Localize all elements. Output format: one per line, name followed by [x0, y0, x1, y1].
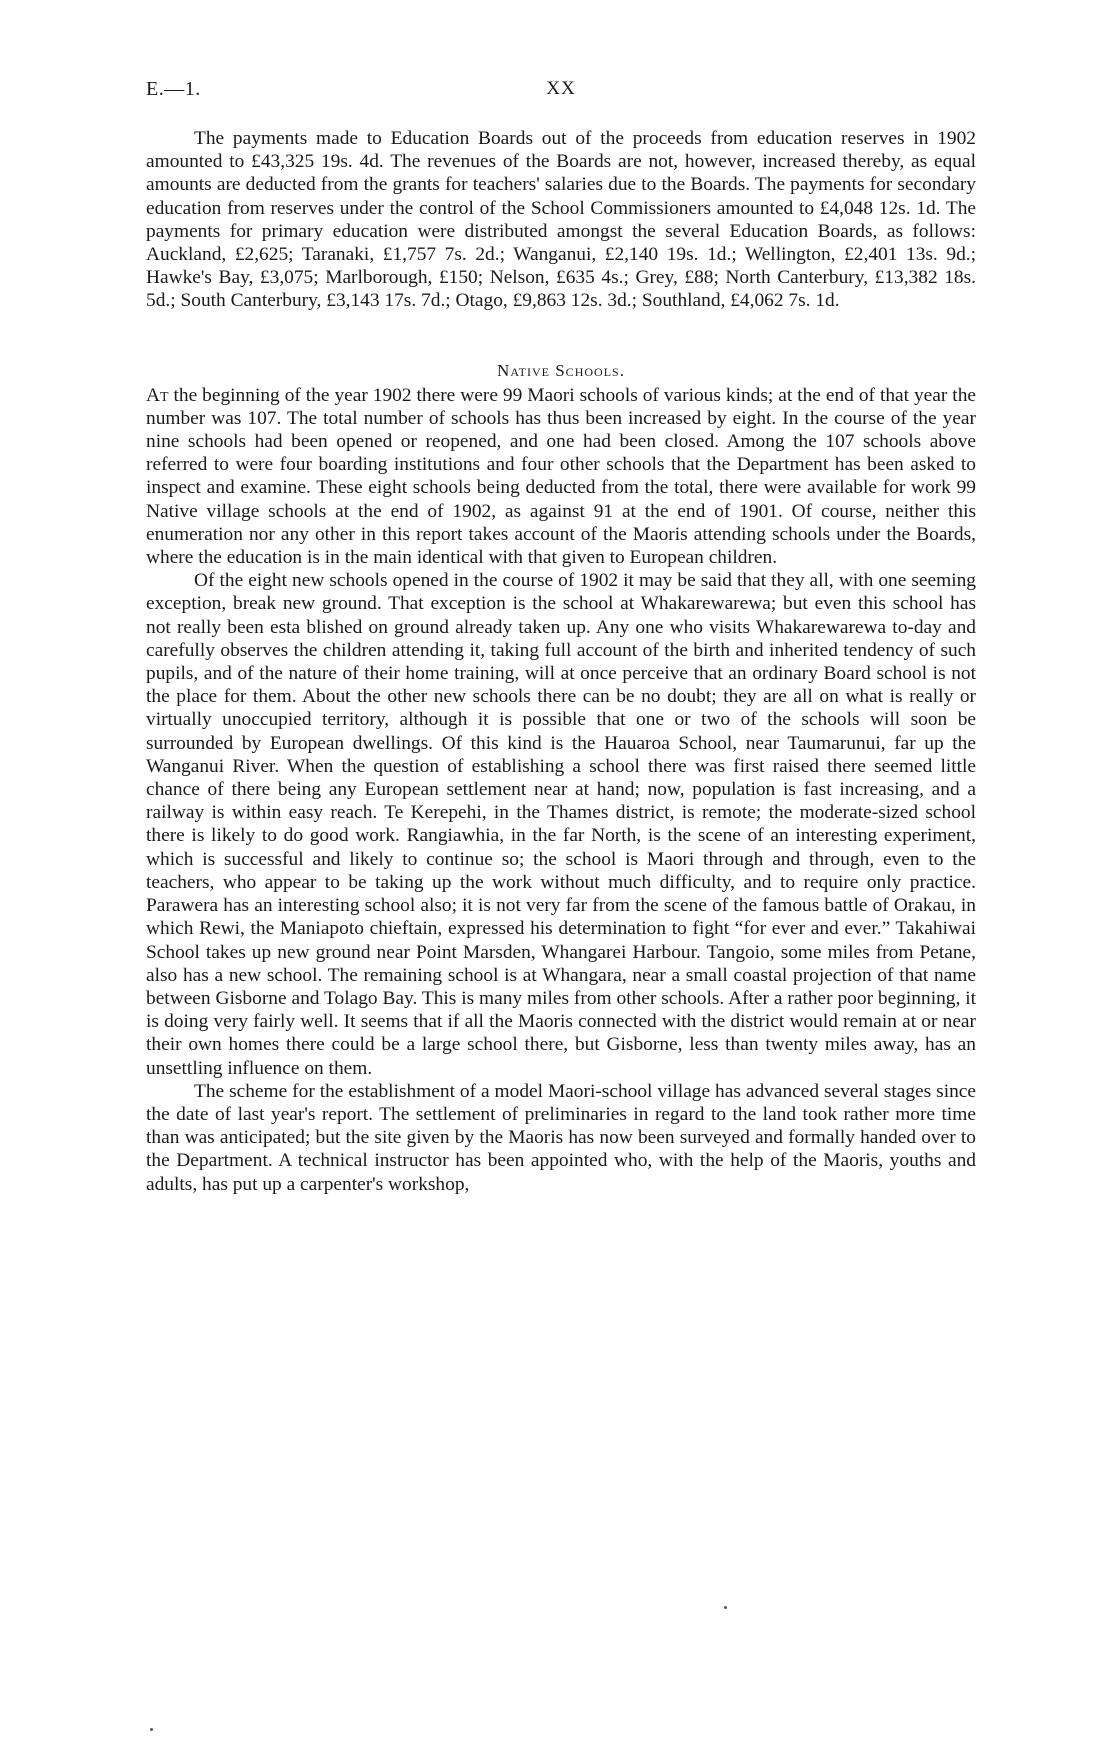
section-title-native-schools: Native Schools.: [497, 360, 625, 380]
page-header: [146, 78, 976, 108]
document-page: [146, 78, 976, 1196]
document-reference: E.—1.: [146, 78, 201, 100]
native-schools-paragraph-2: Of the eight new schools opened in the course of 1902 it may be said that they all, with one seeming exception, break new ground. That exception is the school at Whakarewarewa; but even this school has not really been esta blished on ground already taken up. Any one who visits Whakarewarewa to-day and carefully observes the children attending it, taking full account of the birth and inherited tendency of such pupils, and of the nature of their home training, will at once perceive that an ordinary Board school is not the place for them. About the other new schools there can be no doubt; they are all on what is really or virtually unoccupied territory, although it is possible that one or two of the schools will soon be surrounded by European dwellings. Of this kind is the Hauaroa School, near Taumarunui, far up the Wanganui River. When the question of establishing a school there was first raised there seemed little chance of there being any European settlement near at hand; now, population is fast increasing, and a railway is within easy reach. Te Kerepehi, in the Thames district, is remote; the moderate-sized school there is likely to do good work. Rangiawhia, in the far North, is the scene of an interesting experiment, which is successful and likely to continue so; the school is Maori through and through, even to the teachers, who appear to be taking up the work without much difficulty, and to require only practice. Parawera has an interesting school also; it is not very far from the scene of the famous battle of Orakau, in which Rewi, the Maniapoto chieftain, expressed his determination to fight “for ever and ever.” Takahiwai School takes up new ground near Point Marsden, Whangarei Harbour. Tangoio, some miles from Petane, also has a new school. The remaining school is at Whangara, near a small coastal projection of that name between Gisborne and Tolago Bay. This is many miles from other schools. After a rather poor beginning, it is doing very fairly well. It seems that if all the Maoris connected with the district would remain at or near their own homes there could be a large school there, but Gisborne, less than twenty miles away, has an unsettling influence on them.: [146, 570, 976, 1079]
first-word: At: [146, 384, 169, 406]
paragraph-1-text: the beginning of the year 1902 there were 99 Maori schools of various kinds; at the end of that year the number was 107. The total number of schools has thus been increased by eight. In the course of the year nine schools had been opened or reopened, and one had been closed. Among the 107 schools above referred to were four boarding institutions and four other schools that the Department has been asked to inspect and examine. These eight schools being deducted from the total, there were available for work 99 Native village schools at the end of 1902, as against 91 at the end of 1901. Of course, neither this enumeration nor any other in this report takes account of the Maoris attending schools under the Boards, where the education is in the main identical with that given to European children.: [146, 384, 976, 569]
reserves-paragraph: The payments made to Education Boards out of the proceeds from education reserves in 1902 amounted to £43,325 19s. 4d. The revenues of the Boards are not, however, increased thereby, as equal amounts are deducted from the grants for teachers' salaries due to the Boards. The payments for secondary education from reserves under the control of the School Commissioners amounted to £4,048 12s. 1d. The payments for primary education were distributed amongst the several Education Boards, as follows: Auckland, £2,625; Taranaki, £1,757 7s. 2d.; Wanganui, £2,140 19s. 1d.; Wellington, £2,401 13s. 9d.; Hawke's Bay, £3,075; Marlborough, £150; Nelson, £635 4s.; Grey, £88; North Canterbury, £13,382 18s. 5d.; South Canterbury, £3,143 17s. 7d.; Otago, £9,863 12s. 3d.; Southland, £4,062 7s. 1d.: [146, 128, 976, 312]
page-number: XX: [546, 78, 576, 99]
scan-speck: [724, 1606, 727, 1609]
native-schools-paragraph-3: The scheme for the establishment of a model Maori-school village has advanced several stages since the date of last year's report. The settlement of preliminaries in regard to the land took rather more time than was anticipated; but the site given by the Maoris has now been surveyed and formally handed over to the Department. A technical instructor has been appointed who, with the help of the Maoris, youths and adults, has put up a carpenter's workshop,: [146, 1080, 976, 1195]
scan-speck: [150, 1728, 153, 1731]
native-schools-paragraph-1: [146, 384, 976, 570]
